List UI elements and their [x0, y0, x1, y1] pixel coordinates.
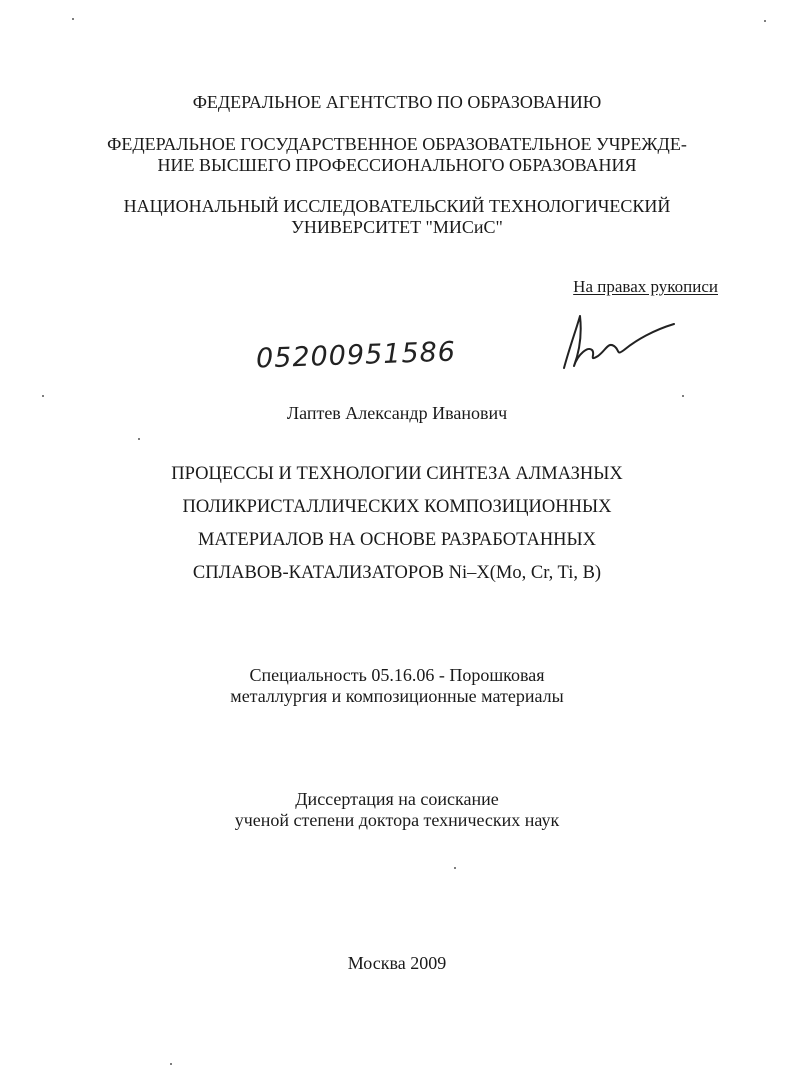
dissertation-line2: ученой степени доктора технических наук: [234, 810, 560, 830]
author-name: Лаптев Александр Иванович: [286, 403, 508, 423]
specialty-line1: Специальность 05.16.06 - Порошковая: [249, 665, 545, 685]
specialty-line2: металлургия и композиционные материалы: [230, 686, 564, 706]
scan-speck: [764, 20, 766, 22]
signature-icon: [558, 306, 678, 376]
scan-speck: [42, 395, 44, 397]
title-line-2: ПОЛИКРИСТАЛЛИЧЕСКИХ КОМПОЗИЦИОННЫХ: [182, 497, 612, 517]
scan-speck: [138, 438, 140, 440]
scan-speck: [170, 1063, 172, 1065]
agency-heading: ФЕДЕРАЛЬНОЕ АГЕНТСТВО ПО ОБРАЗОВАНИЮ: [192, 92, 602, 112]
institution-heading-line1: ФЕДЕРАЛЬНОЕ ГОСУДАРСТВЕННОЕ ОБРАЗОВАТЕЛЬНОЕ УЧРЕЖДЕ-: [107, 134, 687, 154]
place-year: Москва 2009: [347, 953, 447, 973]
title-line-4: СПЛАВОВ-КАТАЛИЗАТОРОВ Ni–X(Mo, Cr, Ti, B): [192, 563, 602, 583]
scan-speck: [454, 867, 456, 869]
institution-heading-line2: НИЕ ВЫСШЕГО ПРОФЕССИОНАЛЬНОГО ОБРАЗОВАНИЯ: [157, 155, 637, 175]
university-heading-line1: НАЦИОНАЛЬНЫЙ ИССЛЕДОВАТЕЛЬСКИЙ ТЕХНОЛОГИЧЕСКИЙ: [123, 196, 671, 216]
university-heading-line2: УНИВЕРСИТЕТ "МИСиС": [291, 217, 503, 237]
title-line-1: ПРОЦЕССЫ И ТЕХНОЛОГИИ СИНТЕЗА АЛМАЗНЫХ: [171, 464, 623, 484]
scan-speck: [72, 18, 74, 20]
handwritten-number: 05200951586: [255, 336, 457, 375]
dissertation-line1: Диссертация на соискание: [295, 789, 499, 809]
manuscript-note: На правах рукописи: [573, 277, 718, 296]
scan-speck: [682, 395, 684, 397]
title-line-3: МАТЕРИАЛОВ НА ОСНОВЕ РАЗРАБОТАННЫХ: [197, 530, 597, 550]
